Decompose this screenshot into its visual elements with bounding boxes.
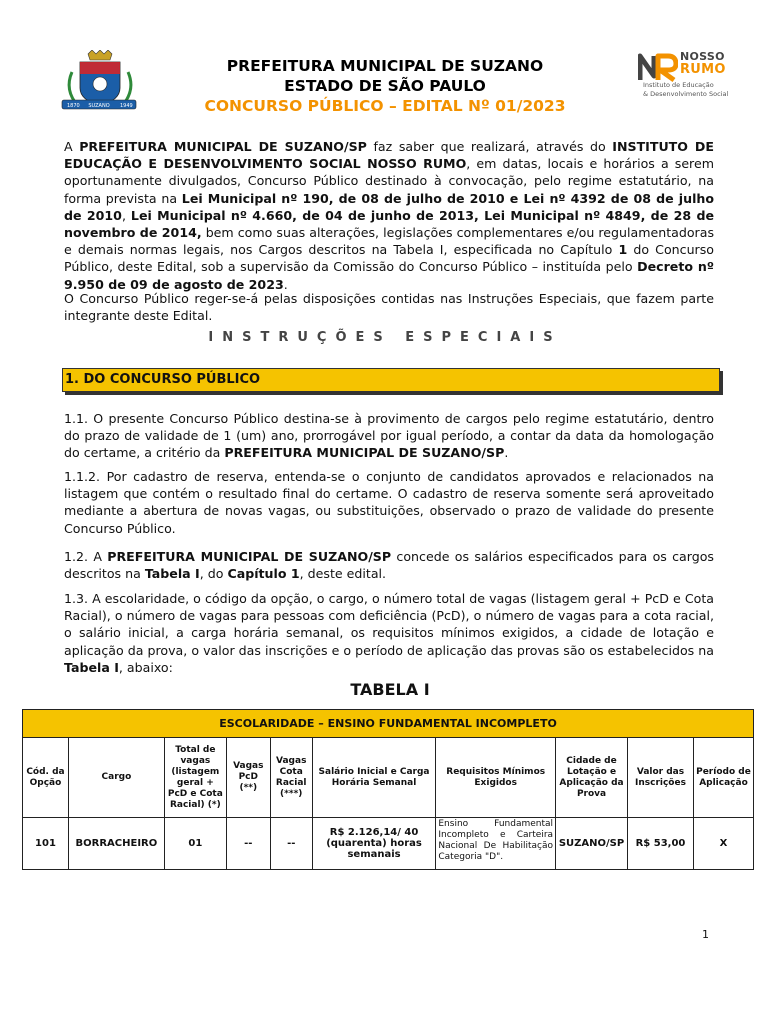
table-header-cell: Total de vagas (listagem geral + PcD e Cota Racial) (*)	[164, 738, 226, 818]
section-1-header	[62, 368, 720, 392]
table-header-cell: Cargo	[68, 738, 164, 818]
table-header-row	[23, 738, 754, 818]
paragraph-1-3: 1.3. A escolaridade, o código da opção, o cargo, o número total de vagas (listagem geral + PcD e Cota Racial), o número de vagas para pessoas com deficiência (PcD), o número de vagas para a cota racial, o salário inicial, a carga horária semanal, os requisitos mínimos exigidos, a cidade de lotação e aplicação da prova, o valor das inscrições e o período de aplicação das provas são os estabelecidos na Tabela I, abaixo:	[64, 591, 714, 675]
instructions-heading: INSTRUÇÕES ESPECIAIS	[208, 330, 562, 345]
intro-paragraph: A PREFEITURA MUNICIPAL DE SUZANO/SP faz saber que realizará, através do INSTITUTO DE EDUCAÇÃO E DESENVOLVIMENTO SOCIAL NOSSO RUMO, em datas, locais e horários a serem oportunamente divulgados, Concurso Público destinado à convocação, pelo regime estatutário, na forma prevista na Lei Municipal nº 190, de 08 de julho de 2010 e Lei nº 4392 de 08 de julho de 2010, Lei Municipal nº 4.660, de 04 de junho de 2013, Lei Municipal nº 4849, de 28 de novembro de 2014, bem como suas alterações, legislações complementares e/ou regulamentadoras e demais normas legais, nos Cargos descritos na Tabela I, especificada no Capítulo 1 do Concurso Público, deste Edital, sob a supervisão da Comissão do Concurso Público – instituída pelo Decreto nº 9.950 de 09 de agosto de 2023.	[64, 139, 715, 292]
table-header-cell: Requisitos Mínimos Exigidos	[436, 738, 556, 818]
table-header-cell: Salário Inicial e Carga Horária Semanal	[312, 738, 436, 818]
section-1-title: 1. DO CONCURSO PÚBLICO	[65, 372, 261, 387]
title-line-3: CONCURSO PÚBLICO – EDITAL Nº 01/2023	[204, 97, 566, 115]
title-line-2: ESTADO DE SÃO PAULO	[284, 77, 486, 95]
crest-text-left: 1870	[67, 103, 80, 109]
table-header-cell: Valor das Inscrições	[628, 738, 694, 818]
cell-requisitos: Ensino Fundamental Incompleto e Carteira Nacional De Habilitação Categoria "D".	[436, 818, 556, 870]
paragraph-1-2: 1.2. A PREFEITURA MUNICIPAL DE SUZANO/SP concede os salários especificados para os cargos descritos na Tabela I, do Capítulo 1, deste edital.	[64, 549, 714, 582]
paragraph-1-1: 1.1. O presente Concurso Público destina-se à provimento de cargos pelo regime estatutário, dentro do prazo de validade de 1 (um) ano, prorrogável por igual período, a contar da data da homologação do certame, a critério da PREFEITURA MUNICIPAL DE SUZANO/SP.	[64, 411, 714, 461]
title-line-1: PREFEITURA MUNICIPAL DE SUZANO	[226, 57, 544, 75]
paragraph-1-1-2: 1.1.2. Por cadastro de reserva, entenda-se o conjunto de candidatos aprovados e relacionados na listagem que contém o resultado final do certame. O cadastro de reserva somente será aproveitado mediante a abertura de novas vagas, ou substituições, observado o prazo de validade do presente Concurso Público.	[64, 469, 714, 536]
crest-text-right: 1949	[120, 103, 133, 109]
table-row	[23, 818, 754, 870]
cell-periodo: X	[693, 818, 753, 870]
table-header-cell: Vagas PcD (**)	[226, 738, 270, 818]
logo-subtitle-2: & Desenvolvimento Social	[643, 90, 729, 98]
table-header-cell: Período de Aplicação	[693, 738, 753, 818]
cell-total: 01	[164, 818, 226, 870]
table-header-cell: Vagas Cota Racial (***)	[270, 738, 312, 818]
table-header-cell: Cidade de Lotação e Aplicação da Prova	[556, 738, 628, 818]
logo-subtitle-1: Instituto de Educação	[643, 81, 714, 89]
table-super-header: ESCOLARIDADE – ENSINO FUNDAMENTAL INCOMPLETO	[23, 710, 754, 738]
cell-pcd: --	[226, 818, 270, 870]
crest-text-center: SUZANO	[88, 103, 110, 109]
table-title: TABELA I	[350, 680, 430, 699]
page-number: 1	[702, 928, 709, 941]
cell-cidade: SUZANO/SP	[556, 818, 628, 870]
intro-paragraph-2: O Concurso Público reger-se-á pelas disposições contidas nas Instruções Especiais, que fazem parte integrante deste Edital.	[64, 291, 714, 324]
cell-valor: R$ 53,00	[628, 818, 694, 870]
cell-code: 101	[23, 818, 69, 870]
logo-word-rumo: RUMO	[680, 62, 726, 77]
cell-cota: --	[270, 818, 312, 870]
cell-salario: R$ 2.126,14/ 40 (quarenta) horas semanais	[312, 818, 436, 870]
cell-cargo: BORRACHEIRO	[68, 818, 164, 870]
vacancies-table	[22, 709, 754, 870]
logo-word-nosso: NOSSO	[680, 50, 725, 63]
table-header-cell: Cód. da Opção	[23, 738, 69, 818]
